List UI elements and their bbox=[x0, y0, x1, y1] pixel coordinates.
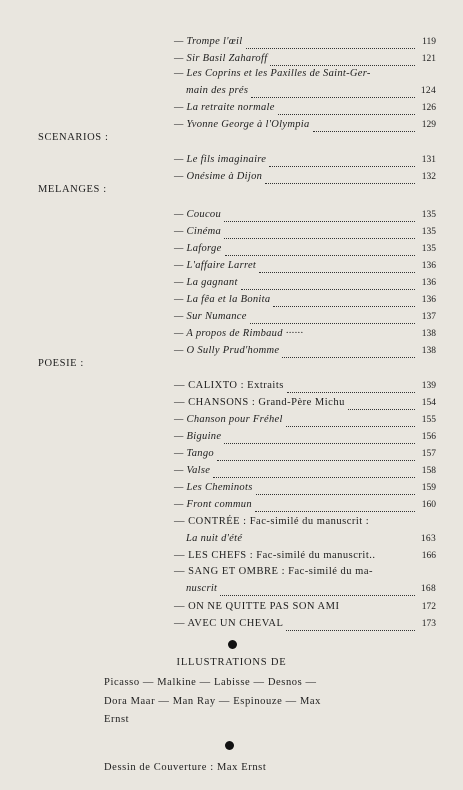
entry-page: 135 bbox=[421, 227, 436, 237]
toc-entry bbox=[174, 310, 436, 324]
dot-leader bbox=[245, 536, 415, 546]
dot-leader bbox=[306, 331, 415, 341]
entry-title: — Yvonne George à l'Olympia bbox=[174, 119, 310, 130]
entry-page: 138 bbox=[421, 346, 436, 356]
entry-page: 132 bbox=[421, 172, 436, 182]
entry-page: 172 bbox=[421, 602, 436, 612]
entry-title: nuscrit bbox=[186, 583, 218, 594]
entry-title: — Valse bbox=[174, 465, 211, 476]
dot-leader bbox=[224, 211, 415, 222]
illustrations-artists-line: Dora Maar — Man Ray — Espinouze — Max bbox=[104, 696, 321, 707]
toc-entry bbox=[174, 208, 436, 222]
cover-credit: Dessin de Couverture : Max Ernst bbox=[104, 762, 267, 773]
dot-leader bbox=[286, 416, 415, 427]
dot-leader bbox=[286, 620, 415, 631]
bullet-separator bbox=[225, 741, 234, 750]
dot-leader bbox=[225, 245, 415, 256]
entry-title: — La fêa et la Bonita bbox=[174, 294, 271, 305]
dot-leader bbox=[256, 484, 415, 495]
entry-title: — SANG ET OMBRE : Fac-similé du ma- bbox=[174, 566, 374, 577]
toc-entry bbox=[174, 225, 436, 239]
entry-title: — Tango bbox=[174, 448, 214, 459]
toc-entry bbox=[174, 344, 436, 358]
section-heading-poesie: POESIE : bbox=[38, 358, 84, 369]
toc-entry bbox=[174, 379, 436, 393]
entry-title: — ON NE QUITTE PAS SON AMI bbox=[174, 601, 340, 612]
toc-entry bbox=[174, 617, 436, 631]
toc-entry bbox=[174, 242, 436, 256]
dot-leader bbox=[220, 585, 415, 596]
dot-leader bbox=[250, 313, 415, 324]
toc-entry bbox=[174, 498, 436, 512]
entry-page: 158 bbox=[421, 466, 436, 476]
entry-page: 163 bbox=[420, 534, 436, 544]
dot-leader bbox=[246, 38, 416, 49]
dot-leader bbox=[224, 433, 415, 444]
toc-entry bbox=[174, 413, 436, 427]
entry-title: — AVEC UN CHEVAL bbox=[174, 618, 284, 629]
toc-entry bbox=[174, 430, 436, 444]
entry-page: 173 bbox=[421, 619, 436, 629]
dot-leader bbox=[379, 553, 416, 563]
entry-title: — CHANSONS : Grand-Père Michu bbox=[174, 397, 345, 408]
dot-leader bbox=[265, 173, 415, 184]
dot-leader bbox=[278, 104, 415, 115]
dot-leader bbox=[217, 450, 415, 461]
toc-entry bbox=[174, 153, 436, 167]
entry-title: — Sir Basil Zaharoff bbox=[174, 53, 268, 64]
dot-leader bbox=[287, 382, 415, 393]
toc-entry bbox=[174, 101, 436, 115]
toc-entry bbox=[174, 515, 436, 529]
entry-title: — Onésime à Dijon bbox=[174, 171, 263, 182]
entry-page: 155 bbox=[421, 415, 436, 425]
illustrations-artists-line: Picasso — Malkine — Labisse — Desnos — bbox=[104, 677, 317, 688]
toc-entry bbox=[174, 464, 436, 478]
entry-page: 136 bbox=[421, 261, 436, 271]
entry-title: La nuit d'été bbox=[186, 533, 243, 544]
dot-leader bbox=[224, 228, 415, 239]
toc-entry-continuation bbox=[186, 532, 436, 546]
dot-leader bbox=[313, 121, 415, 132]
entry-page: 135 bbox=[421, 210, 436, 220]
entry-page: 135 bbox=[421, 244, 436, 254]
entry-title: — Laforge bbox=[174, 243, 222, 254]
entry-page: 137 bbox=[421, 312, 436, 322]
toc-entry bbox=[174, 549, 436, 563]
entry-title: — Coucou bbox=[174, 209, 222, 220]
toc-entry-continuation bbox=[186, 582, 436, 596]
entry-title: — Sur Numance bbox=[174, 311, 247, 322]
entry-title: — Chanson pour Fréhel bbox=[174, 414, 283, 425]
toc-entry bbox=[174, 52, 436, 66]
entry-page: 126 bbox=[421, 103, 436, 113]
entry-page: 166 bbox=[421, 551, 436, 561]
dot-leader bbox=[213, 467, 415, 478]
entry-title: — Trompe l'œil bbox=[174, 36, 243, 47]
entry-page: 119 bbox=[422, 37, 436, 47]
entry-title: — L'affaire Larret bbox=[174, 260, 257, 271]
entry-page: 136 bbox=[421, 278, 436, 288]
entry-page: 159 bbox=[421, 483, 436, 493]
entry-page: 138 bbox=[421, 329, 436, 339]
entry-page: 156 bbox=[421, 432, 436, 442]
section-heading-scenarios: SCENARIOS : bbox=[38, 132, 109, 143]
toc-entry bbox=[174, 565, 436, 579]
toc-entry bbox=[174, 396, 436, 410]
toc-entry bbox=[174, 481, 436, 495]
bullet-separator bbox=[228, 640, 237, 649]
entry-title: — Front commun bbox=[174, 499, 252, 510]
entry-page: 139 bbox=[421, 381, 436, 391]
dot-leader bbox=[259, 262, 415, 273]
entry-title: — Cinéma bbox=[174, 226, 222, 237]
entry-title: — Le fils imaginaire bbox=[174, 154, 267, 165]
toc-entry-continuation bbox=[186, 84, 436, 98]
section-heading-melanges: MELANGES : bbox=[38, 184, 107, 195]
entry-page: 154 bbox=[421, 398, 436, 408]
entry-page: 168 bbox=[420, 584, 436, 594]
entry-page: 136 bbox=[421, 295, 436, 305]
entry-page: 129 bbox=[421, 120, 436, 130]
illustrations-heading: ILLUSTRATIONS DE bbox=[176, 657, 287, 668]
toc-entry bbox=[174, 600, 436, 614]
toc-entry bbox=[174, 327, 436, 341]
entry-title: — LES CHEFS : Fac-similé du manuscrit.. bbox=[174, 550, 376, 561]
toc-entry bbox=[174, 293, 436, 307]
entry-title: main des prés bbox=[186, 85, 249, 96]
entry-page: 124 bbox=[420, 86, 436, 96]
entry-title: — CALIXTO : Extraits bbox=[174, 380, 284, 391]
dot-leader bbox=[241, 279, 415, 290]
entry-title: — La gagnant bbox=[174, 277, 238, 288]
dot-leader bbox=[348, 399, 415, 410]
toc-entry bbox=[174, 276, 436, 290]
entry-title: — A propos de Rimbaud ······ bbox=[174, 328, 304, 339]
dot-leader bbox=[282, 347, 415, 358]
entry-title: — Les Cheminots bbox=[174, 482, 253, 493]
toc-entry bbox=[174, 259, 436, 273]
toc-entry bbox=[174, 170, 436, 184]
dot-leader bbox=[255, 501, 415, 512]
entry-page: 160 bbox=[421, 500, 436, 510]
entry-page: 157 bbox=[421, 449, 436, 459]
entry-title: — CONTRÉE : Fac-similé du manuscrit : bbox=[174, 516, 370, 527]
entry-title: — La retraite normale bbox=[174, 102, 275, 113]
entry-page: 121 bbox=[421, 54, 436, 64]
entry-page: 131 bbox=[421, 155, 436, 165]
toc-entry bbox=[174, 447, 436, 461]
dot-leader bbox=[251, 87, 415, 98]
illustrations-artists-line: Ernst bbox=[104, 714, 130, 725]
entry-title: — O Sully Prud'homme bbox=[174, 345, 280, 356]
entry-title: — Les Coprins et les Paxilles de Saint-Ger- bbox=[174, 68, 371, 79]
dot-leader bbox=[342, 604, 415, 614]
dot-leader bbox=[269, 156, 415, 167]
entry-title: — Biguine bbox=[174, 431, 222, 442]
toc-entry bbox=[174, 118, 436, 132]
dot-leader bbox=[270, 55, 415, 66]
toc-entry bbox=[174, 35, 436, 49]
dot-leader bbox=[273, 296, 415, 307]
toc-entry bbox=[174, 67, 436, 81]
